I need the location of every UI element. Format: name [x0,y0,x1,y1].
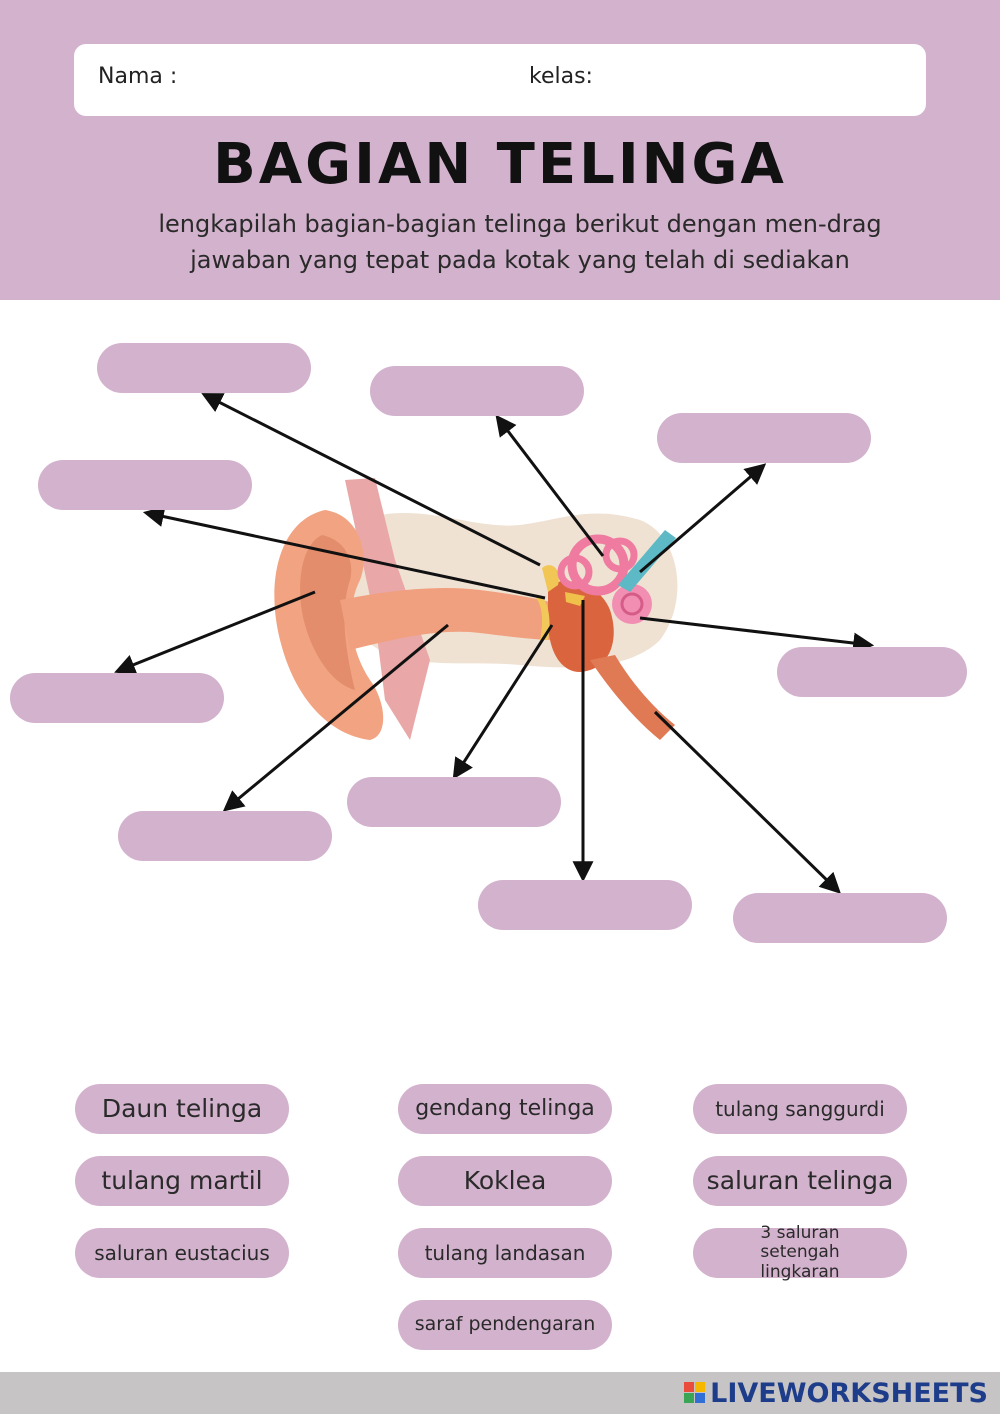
drop-box-2[interactable] [370,366,584,416]
eustachian-tube-shape [590,655,675,740]
arrow-line [655,712,838,891]
arrow-line [640,466,763,572]
drop-box-10[interactable] [733,893,947,943]
answer-chip[interactable] [75,1156,289,1206]
name-class-box[interactable] [74,44,926,116]
answer-chip[interactable] [75,1084,289,1134]
answer-chip-label: gendang telinga [415,1096,595,1122]
answer-chip[interactable] [75,1228,289,1278]
drop-box-1[interactable] [97,343,311,393]
arrow-line [640,618,870,645]
answer-chip-label: 3 saluran setengah lingkaran [760,1222,840,1282]
answer-chip-label: saraf pendengaran [414,1313,596,1336]
answer-chip[interactable] [398,1300,612,1350]
drop-box-5[interactable] [777,647,967,697]
answer-chip[interactable] [398,1156,612,1206]
answer-chip[interactable] [693,1222,907,1282]
drop-box-8[interactable] [118,811,332,861]
answer-chip-label: tulang landasan [424,1240,586,1265]
drop-box-4[interactable] [38,460,252,510]
answer-chip[interactable] [398,1084,612,1134]
page-title: BAGIAN TELINGA [213,132,787,197]
instruction-line-1: lengkapilah bagian-bagian telinga berikut dengan men-drag [158,210,882,238]
answer-chip[interactable] [693,1084,907,1134]
answer-chip-label: saluran eustacius [94,1240,270,1265]
instruction-line-2: jawaban yang tepat pada kotak yang telah di sediakan [190,246,850,274]
answer-chip-label: tulang martil [101,1165,263,1195]
class-label: kelas: [529,64,593,89]
name-label: Nama : [98,64,178,89]
liveworksheets-logo-icon [684,1382,706,1404]
answer-chip-label: saluran telinga [706,1165,894,1195]
drop-box-3[interactable] [657,413,871,463]
answer-chip-label: tulang sanggurdi [715,1096,885,1121]
drop-box-6[interactable] [10,673,224,723]
answer-chip-label: Koklea [463,1165,547,1195]
drop-box-9[interactable] [478,880,692,930]
drop-box-7[interactable] [347,777,561,827]
liveworksheets-brand[interactable] [684,1374,988,1412]
answer-chip[interactable] [693,1156,907,1206]
answer-chip[interactable] [398,1228,612,1278]
brand-text: LIVEWORKSHEETS [710,1377,988,1409]
answer-chip-label: Daun telinga [101,1093,263,1123]
